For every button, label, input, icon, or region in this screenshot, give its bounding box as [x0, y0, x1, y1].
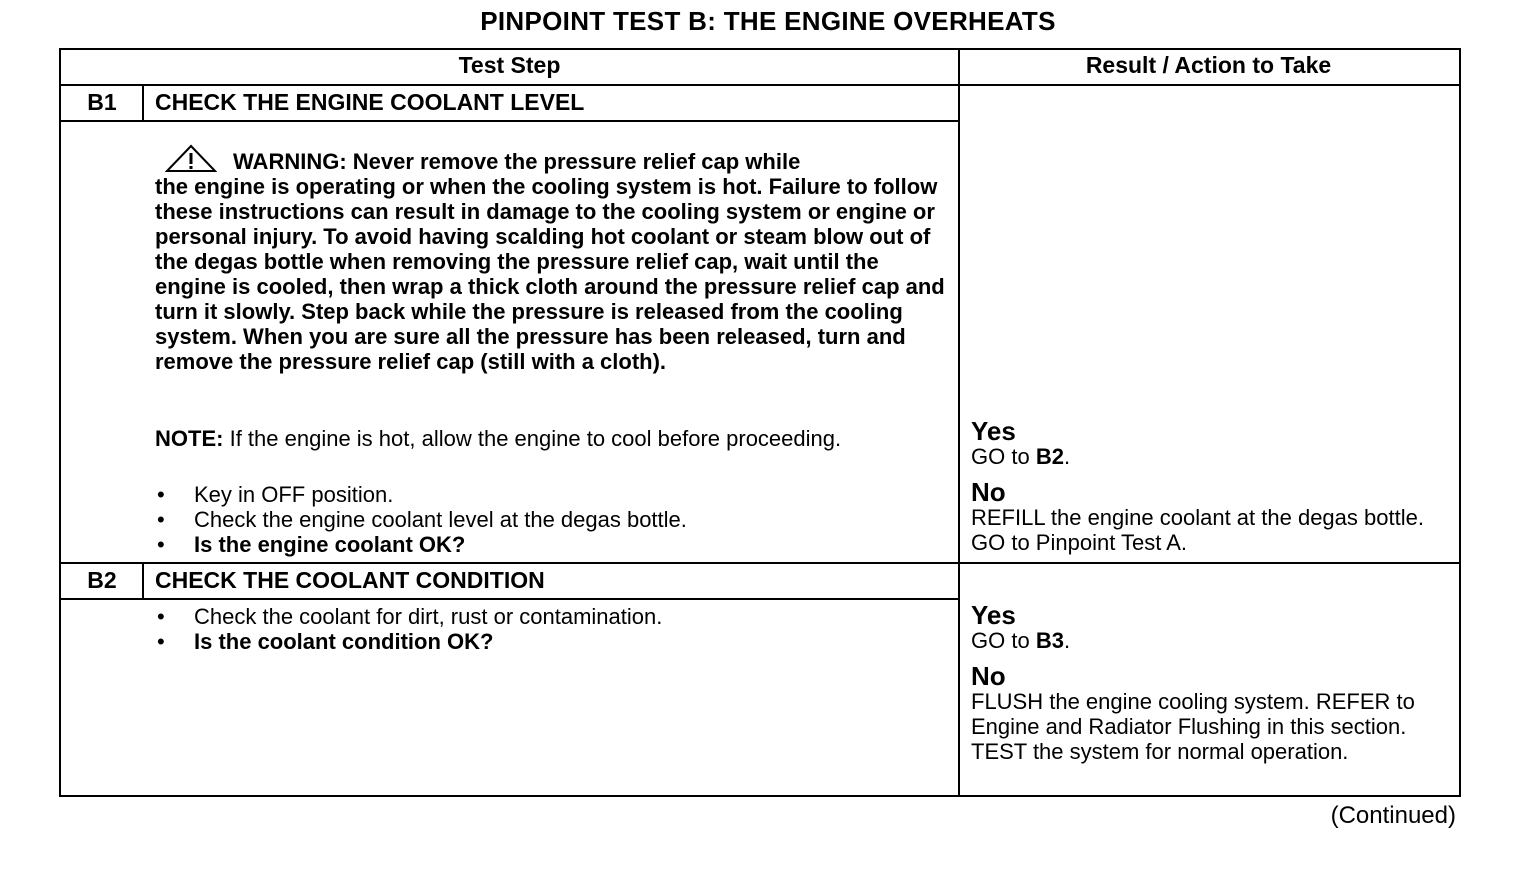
b1-results — [971, 418, 1451, 555]
note-text: If the engine is hot, allow the engine to cool before proceeding. — [229, 426, 842, 451]
no-label: No — [971, 661, 1006, 691]
bullet-icon: • — [157, 532, 165, 557]
bullet-text: Check the engine coolant level at the degas bottle. — [194, 507, 687, 532]
column-divider — [958, 48, 960, 795]
yes-action — [971, 628, 1451, 653]
header-divider — [59, 84, 1459, 86]
continued-label: (Continued) — [1330, 802, 1456, 829]
b2-results — [971, 602, 1451, 764]
no-action: REFILL the engine coolant at the degas bottle. GO to Pinpoint Test A. — [971, 505, 1424, 555]
yes-action-suffix: . — [1063, 628, 1071, 653]
no-label: No — [971, 477, 1006, 507]
bullet-text: Key in OFF position. — [194, 482, 394, 507]
list-item — [155, 482, 945, 507]
list-item — [155, 507, 945, 532]
yes-action-prefix: GO to — [971, 444, 1030, 469]
list-item — [155, 604, 945, 629]
no-action: FLUSH the engine cooling system. REFER to Engine and Radiator Flushing in this section. TEST the system for normal operation. — [971, 689, 1415, 764]
warning-block — [155, 144, 945, 374]
step-title-b1: CHECK THE ENGINE COOLANT LEVEL — [155, 89, 585, 115]
yes-action-prefix: GO to — [971, 628, 1030, 653]
step-id-b2: B2 — [87, 567, 117, 593]
row-divider — [59, 562, 1459, 564]
bullet-icon: • — [157, 507, 165, 532]
b1-bullet-list — [155, 482, 945, 557]
warning-label: WARNING: — [233, 149, 347, 174]
list-item — [155, 532, 945, 557]
header-test-step: Test Step — [458, 52, 561, 78]
yes-target: B2 — [1035, 444, 1064, 469]
b2-bullet-list — [155, 604, 945, 654]
bullet-question: Is the coolant condition OK? — [194, 629, 494, 654]
bullet-icon: • — [157, 482, 165, 507]
yes-action-suffix: . — [1063, 444, 1071, 469]
note-block — [155, 426, 945, 451]
list-item — [155, 629, 945, 654]
yes-label: Yes — [971, 416, 1016, 446]
step-title-b2: CHECK THE COOLANT CONDITION — [155, 567, 545, 593]
yes-label: Yes — [971, 600, 1016, 630]
warning-line1: Never remove the pressure relief cap while — [352, 149, 801, 174]
bullet-question: Is the engine coolant OK? — [194, 532, 466, 557]
bullet-icon: • — [157, 604, 165, 629]
step-id-b1: B1 — [87, 89, 117, 115]
b1-title-divider — [59, 120, 959, 122]
yes-target: B3 — [1035, 628, 1064, 653]
warning-triangle-icon — [165, 144, 217, 174]
note-label: NOTE: — [155, 426, 224, 451]
header-result-action: Result / Action to Take — [1085, 52, 1332, 78]
warning-text: the engine is operating or when the cooling system is hot. Failure to follow these instructions can result in damage to the cooling system or engine or personal injury. To avoid having scalding hot coolant or steam blow out of the degas bottle when removing the pressure relief cap, wait until the engine is cooled, then wrap a thick cloth around the pressure relief cap and turn it slowly. Step back while the pressure is released from the cooling system. When you are sure all the pressure has been released, turn and remove the pressure relief cap (still with a cloth). — [155, 174, 945, 374]
b2-title-divider — [59, 598, 959, 600]
page-title: PINPOINT TEST B: THE ENGINE OVERHEATS — [480, 6, 1056, 36]
yes-action — [971, 444, 1451, 469]
bullet-icon: • — [157, 629, 165, 654]
bullet-text: Check the coolant for dirt, rust or contamination. — [194, 604, 663, 629]
